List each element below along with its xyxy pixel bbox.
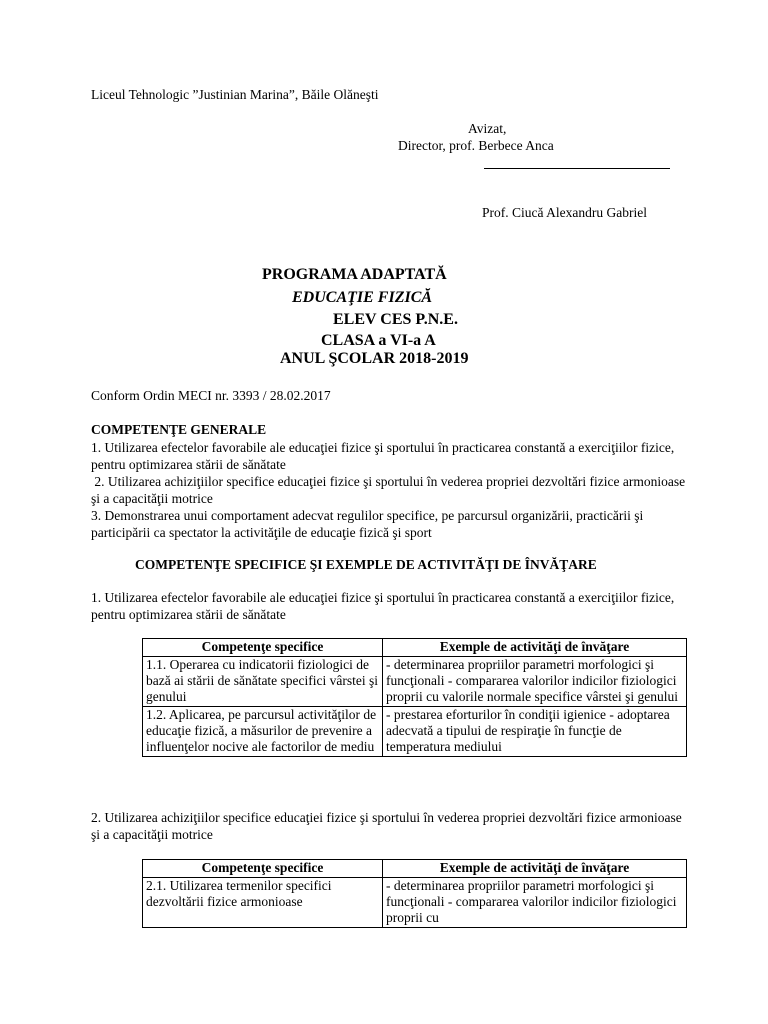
section-1-intro: 1. Utilizarea efectelor favorabile ale educaţiei fizice şi sportului în practicarea constantă a exerciţiilor fizice, pentru optimizarea stării de sănătate — [91, 590, 675, 622]
table-row — [143, 657, 687, 707]
director-name: Director, prof. Berbece Anca — [398, 138, 554, 153]
general-competence-3: 3. Demonstrarea unui comportament adecvat regulilor specifice, pe parcursul organizării, practicării şi participării ca spectator la activităţile de educaţie fizică şi sport — [91, 508, 644, 540]
competences-table-1 — [142, 638, 687, 757]
title-line-4: CLASA a VI-a A — [321, 332, 436, 349]
table-row — [143, 878, 687, 928]
column-header-activities: Exemple de activităţi de învăţare — [383, 639, 687, 657]
school-name: Liceul Tehnologic ”Justinian Marina”, Băile Olăneşti — [91, 87, 379, 102]
competence-cell: 2.1. Utilizarea termenilor specifici dezvoltării fizice armonioase — [143, 878, 383, 928]
table-row — [143, 707, 687, 757]
approval-label: Avizat, — [468, 121, 507, 136]
activities-cell: - prestarea eforturilor în condiţii igienice - adoptarea adecvată a tipului de respiraţie în funcţie de temperatura mediului — [383, 707, 687, 757]
general-competences-heading: COMPETENŢE GENERALE — [91, 422, 267, 437]
title-line-2: EDUCAŢIE FIZICĂ — [292, 289, 433, 306]
column-header-activities: Exemple de activităţi de învăţare — [383, 860, 687, 878]
order-reference: Conform Ordin MECI nr. 3393 / 28.02.2017 — [91, 388, 331, 403]
competence-cell: 1.1. Operarea cu indicatorii fiziologici de bază ai stării de sănătate specifici vârstei şi genului — [143, 657, 383, 707]
teacher-name: Prof. Ciucă Alexandru Gabriel — [482, 205, 647, 220]
column-header-competences: Competenţe specifice — [143, 639, 383, 657]
specific-competences-heading: COMPETENŢE SPECIFICE ŞI EXEMPLE DE ACTIVITĂŢI DE ÎNVĂŢARE — [135, 557, 597, 572]
title-line-1: PROGRAMA ADAPTATĂ — [262, 266, 447, 283]
signature-line — [484, 168, 670, 169]
general-competence-2: 2. Utilizarea achiziţiilor specifice educaţiei fizice şi sportului în vederea propriei dezvoltări fizice armonioase şi a capacităţii motrice — [91, 474, 689, 506]
section-2-intro: 2. Utilizarea achiziţiilor specifice educaţiei fizice şi sportului în vederea propriei dezvoltări fizice armonioase şi a capacităţii motrice — [91, 810, 682, 842]
title-line-5: ANUL ŞCOLAR 2018-2019 — [280, 350, 469, 367]
table-header-row — [143, 639, 687, 657]
competence-cell: 1.2. Aplicarea, pe parcursul activităţilor de educaţie fizică, a măsurilor de prevenire a influenţelor nocive ale factorilor de mediu — [143, 707, 383, 757]
table-header-row — [143, 860, 687, 878]
activities-cell: - determinarea propriilor parametri morfologici şi funcţionali - compararea valorilor indicilor fiziologici proprii cu — [383, 878, 687, 928]
competences-table-2 — [142, 859, 687, 928]
activities-cell: - determinarea propriilor parametri morfologici şi funcţionali - compararea valorilor indicilor fiziologici proprii cu valorile normale specifice vârstei şi genului — [383, 657, 687, 707]
general-competence-1: 1. Utilizarea efectelor favorabile ale educaţiei fizice şi sportului în practicarea constantă a exerciţiilor fizice, pentru optimizarea stării de sănătate — [91, 440, 675, 472]
column-header-competences: Competenţe specifice — [143, 860, 383, 878]
title-line-3: ELEV CES P.N.E. — [333, 311, 458, 328]
